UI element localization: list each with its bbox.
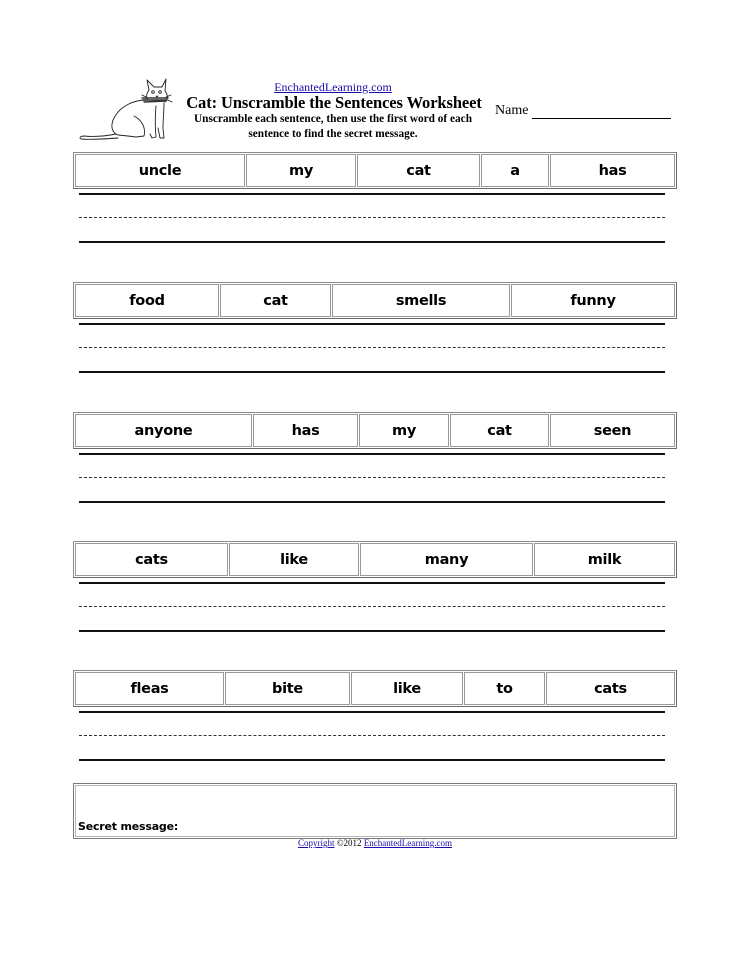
word-tile[interactable]: a (481, 154, 549, 187)
worksheet-header (0, 0, 750, 150)
word-tile[interactable]: food (75, 284, 219, 317)
writing-line-top[interactable] (79, 711, 665, 713)
writing-line-midline (79, 735, 665, 736)
scrambled-word-row (73, 541, 677, 578)
copyright-link[interactable]: Copyright (297, 838, 335, 848)
name-field[interactable] (532, 118, 671, 119)
footer-site-link[interactable]: EnchantedLearning.com (363, 838, 453, 848)
worksheet-title: Cat: Unscramble the Sentences Worksheet (186, 93, 482, 112)
word-tile[interactable]: funny (511, 284, 675, 317)
writing-line-baseline[interactable] (79, 501, 665, 503)
word-tile[interactable]: cat (220, 284, 331, 317)
word-tile[interactable]: seen (550, 414, 675, 447)
word-tile[interactable]: cat (357, 154, 480, 187)
word-tile[interactable]: has (550, 154, 675, 187)
word-tile[interactable]: has (253, 414, 358, 447)
writing-line-top[interactable] (79, 453, 665, 455)
word-tile[interactable]: milk (534, 543, 675, 576)
scrambled-word-row (73, 282, 677, 319)
word-tile[interactable]: smells (332, 284, 510, 317)
writing-line-baseline[interactable] (79, 630, 665, 632)
writing-line-baseline[interactable] (79, 241, 665, 243)
word-tile[interactable]: to (464, 672, 545, 705)
word-tile[interactable]: my (246, 154, 356, 187)
copyright-year: ©2012 (334, 838, 364, 848)
secret-message-box[interactable] (73, 783, 677, 839)
word-tile[interactable]: uncle (75, 154, 245, 187)
sentence-block-1 (73, 152, 677, 272)
writing-line-top[interactable] (79, 193, 665, 195)
word-tile[interactable]: like (229, 543, 359, 576)
word-tile[interactable]: like (351, 672, 463, 705)
sentence-block-2 (73, 282, 677, 402)
word-tile[interactable]: my (359, 414, 449, 447)
scrambled-word-row (73, 670, 677, 707)
worksheet-instructions: Unscramble each sentence, then use the first word of each sentence to find the secret message. (194, 113, 472, 140)
writing-line-baseline[interactable] (79, 759, 665, 761)
sentence-block-3 (73, 412, 677, 532)
cat-sitting-icon (76, 76, 174, 142)
writing-line-midline (79, 217, 665, 218)
sentence-block-4 (73, 541, 677, 661)
footer (0, 838, 750, 848)
name-label: Name (495, 103, 529, 118)
writing-line-top[interactable] (79, 323, 665, 325)
secret-message-label: Secret message: (78, 820, 179, 833)
word-tile[interactable]: many (360, 543, 533, 576)
scrambled-word-row (73, 152, 677, 189)
writing-line-midline (79, 477, 665, 478)
sentence-block-5 (73, 670, 677, 790)
scrambled-word-row (73, 412, 677, 449)
writing-line-top[interactable] (79, 582, 665, 584)
word-tile[interactable]: cats (546, 672, 675, 705)
word-tile[interactable]: cat (450, 414, 549, 447)
writing-line-midline (79, 606, 665, 607)
word-tile[interactable]: fleas (75, 672, 224, 705)
writing-line-midline (79, 347, 665, 348)
writing-line-baseline[interactable] (79, 371, 665, 373)
site-link[interactable]: EnchantedLearning.com (274, 80, 392, 94)
word-tile[interactable]: bite (225, 672, 350, 705)
word-tile[interactable]: cats (75, 543, 228, 576)
word-tile[interactable]: anyone (75, 414, 252, 447)
